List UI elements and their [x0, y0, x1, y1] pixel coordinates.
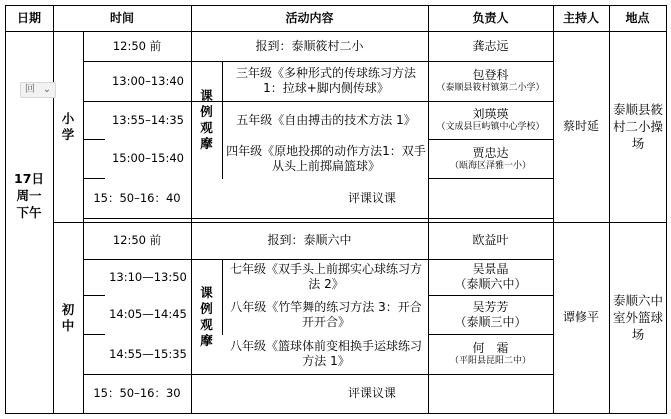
- person-cell: 龚志远: [472, 38, 509, 53]
- chevron-down-icon: ⌄: [42, 84, 52, 95]
- content-cell: 八年级《竹竿舞的练习方法 3：开合开开合》: [230, 299, 422, 329]
- level-primary: [53, 31, 83, 222]
- time-cell: 13:00–13:40: [111, 73, 185, 88]
- grid-line: [83, 295, 105, 296]
- person-name: 吴景晶: [472, 262, 509, 276]
- date-period: 下午: [16, 204, 42, 220]
- time-cell: 14:55—15:35: [109, 346, 187, 361]
- calendar-glyph: 回: [24, 84, 35, 95]
- person-school: （泰顺六中）: [454, 277, 527, 291]
- content-cell: 五年级《自由搏击的技术方法 1》: [236, 112, 416, 127]
- person-name: 刘瑛瑛: [472, 107, 509, 121]
- person-name: 何 霜: [472, 341, 509, 355]
- level-junior-label: 初中: [61, 301, 75, 333]
- person-cell: [428, 101, 553, 139]
- header-person: 负责人: [472, 10, 509, 25]
- grid-line: [222, 61, 223, 179]
- content-cell: 八年级《篮球体前变相换手运球练习方法 1》: [229, 339, 422, 368]
- level-junior: [53, 222, 83, 413]
- content-cell: 评课议课: [347, 190, 396, 205]
- lesson-type-label: 课例观摩: [200, 88, 213, 151]
- lesson-type-primary: [191, 61, 222, 179]
- grid-line: [83, 139, 105, 140]
- person-cell: [428, 334, 553, 374]
- person-cell: [428, 295, 553, 334]
- grid-line: [83, 334, 105, 335]
- date-weekday: 周一: [16, 187, 42, 203]
- header-time: 时间: [109, 10, 134, 25]
- person-school: （平阳县昆阳二中）: [449, 356, 531, 366]
- calendar-icon[interactable]: [20, 82, 56, 98]
- time-cell: 12:50 前: [112, 233, 162, 247]
- time-cell: 13:55–14:35: [111, 112, 185, 127]
- grid-line: [609, 5, 610, 414]
- content-cell: 报到：泰顺筱村二小: [255, 38, 364, 53]
- lesson-type-label: 课例观摩: [200, 284, 213, 348]
- grid-line: [83, 218, 553, 219]
- time-cell: 15：50–16：30: [93, 386, 181, 400]
- person-name: 包登科: [472, 68, 509, 82]
- person-school: （瓯海区泽雅一小）: [449, 160, 531, 171]
- person-cell: [428, 259, 553, 295]
- person-cell: 欧益叶: [472, 233, 509, 247]
- place-cell: 泰顺六中室外篮球场: [613, 293, 664, 342]
- header-host: 主持人: [562, 10, 599, 25]
- content-cell: 七年级《双手头上前掷实心球练习方法 2》: [229, 262, 422, 291]
- lesson-type-junior: [191, 259, 222, 374]
- content-cell: 报到：泰顺六中: [267, 233, 352, 247]
- person-cell: [428, 61, 553, 101]
- header-date: 日期: [16, 10, 41, 25]
- person-name: 吴芳芳: [472, 299, 509, 314]
- time-cell: 15：50–16：40: [93, 190, 181, 205]
- content-cell: 三年级《多种形式的传球练习方法 1：拉球+脚内侧传球》: [235, 66, 416, 95]
- person-name: 贾忠达: [472, 145, 509, 160]
- header-content: 活动内容: [285, 10, 334, 25]
- header-place: 地点: [625, 10, 650, 25]
- person-cell: [428, 139, 553, 178]
- person-school: （泰顺三中）: [454, 314, 527, 329]
- grid-line: [222, 259, 223, 335]
- host-cell: 谭修平: [562, 310, 599, 324]
- host-cell: 蔡时延: [562, 119, 599, 133]
- person-school: （泰顺县筱村镇第二小学）: [436, 83, 545, 93]
- time-cell: 15:00–15:40: [111, 151, 185, 165]
- time-cell: 12:50 前: [112, 38, 162, 53]
- time-cell: 13:10—13:50: [109, 269, 187, 284]
- time-cell: 14:05—14:45: [109, 307, 187, 321]
- date-cell: [5, 160, 53, 230]
- person-school: （文成县巨屿镇中心学校）: [436, 122, 545, 132]
- content-cell: 四年级《原地投掷的动作方法1：双手从头上前掷扁篮球》: [226, 143, 426, 173]
- grid-line: [666, 5, 667, 414]
- content-cell: 评课议课: [347, 386, 396, 400]
- level-primary-label: 小学: [61, 110, 75, 142]
- place-cell: 泰顺县筱村二小操场: [613, 102, 664, 151]
- grid-line: [5, 413, 667, 414]
- date-day: 17日: [14, 170, 44, 186]
